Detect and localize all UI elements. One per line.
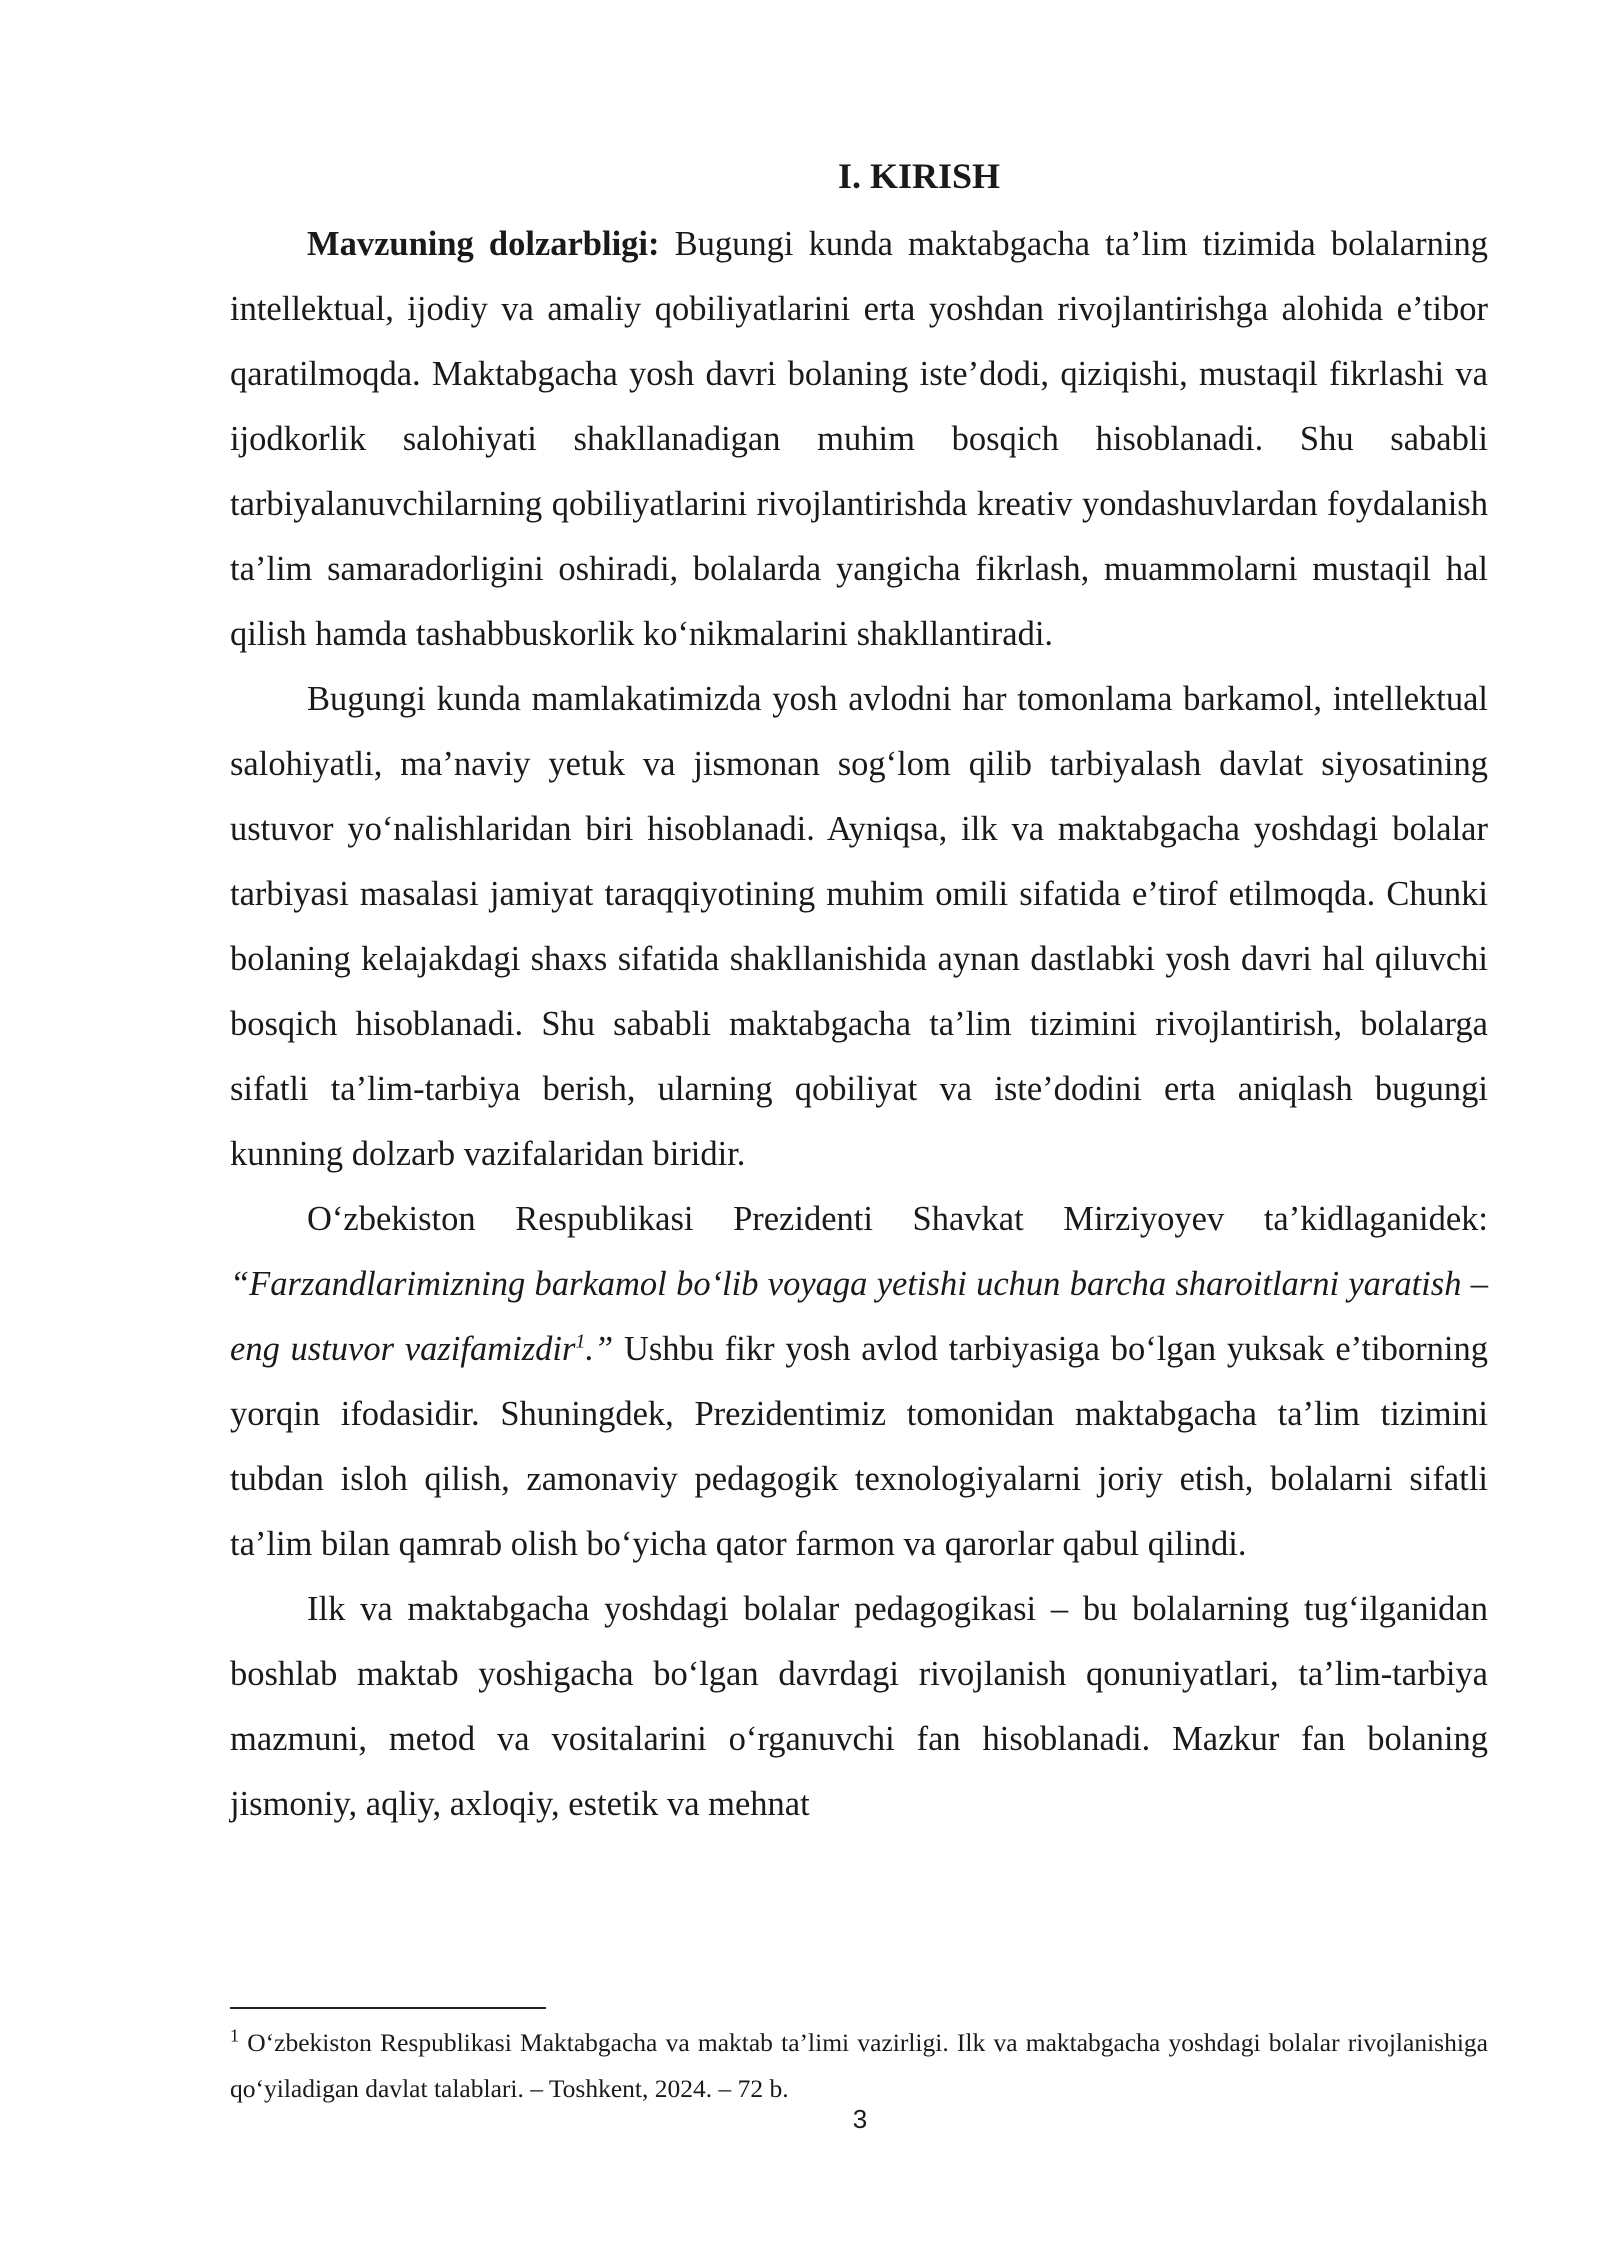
paragraph-pedagogy (230, 1577, 1488, 1837)
paragraph-text: Bugungi kunda maktabgacha ta’lim tizimida bolalarning intellektual, ijodiy va amaliy qobiliyatlarini erta yoshdan rivojlantirishga alohida e’tibor qaratilmoqda. Maktabgacha yosh davri bolaning iste’dodi, qiziqishi, mustaqil fikrlashi va ijodkorlik salohiyati shakllanadigan muhim bosqich hisoblanadi. Shu sababli tarbiyalanuvchilarning qobiliyatlarini rivojlantirishda kreativ yondashuvlardan foydalanish ta’lim samaradorligini oshiradi, bolalarda yangicha fikrlash, muammolarni mustaqil hal qilish hamda tashabbuskorlik ko‘nikmalarini shakllantiradi. (230, 225, 1488, 653)
paragraph-relevance (230, 212, 1488, 667)
paragraph-text: Ilk va maktabgacha yoshdagi bolalar pedagogikasi – bu bolalarning tug‘ilganidan boshlab maktab yoshigacha bo‘lgan davrdagi rivojlanish qonuniyatlari, ta’lim-tarbiya mazmuni, metod va vositalarini o‘rganuvchi fan hisoblanadi. Mazkur fan bolaning jismoniy, aqliy, axloqiy, estetik va mehnat (230, 1590, 1488, 1823)
quote-text: “Farzandlarimizning barkamol bo‘lib voyaga yetishi uchun barcha sharoitlarni yaratish – eng ustuvor vazifamizdir (230, 1265, 1488, 1368)
footnote-text: O‘zbekiston Respublikasi Maktabgacha va maktab ta’limi vazirligi. Ilk va maktabgacha yoshdagi bolalar rivojlanishiga qo‘yiladigan davlat talablari. – Toshkent, 2024. – 72 b. (230, 2028, 1488, 2103)
quote-intro: O‘zbekiston Respublikasi Prezidenti Shavkat Mirziyoyev ta’kidlaganidek: (307, 1200, 1488, 1238)
paragraph-text: Bugungi kunda mamlakatimizda yosh avlodni har tomonlama barkamol, intellektual salohiyatli, ma’naviy yetuk va jismonan sog‘lom qilib tarbiyalash davlat siyosatining ustuvor yo‘nalishlaridan biri hisoblanadi. Ayniqsa, ilk va maktabgacha yoshdagi bolalar tarbiyasi masalasi jamiyat taraqqiyotining muhim omili sifatida e’tirof etilmoqda. Chunki bolaning kelajakdagi shaxs sifatida shakllanishida aynan dastlabki yosh davri hal qiluvchi bosqich hisoblanadi. Shu sababli maktabgacha ta’lim tizimini rivojlantirish, bolalarga sifatli ta’lim-tarbiya berish, ularning qobiliyat va iste’dodini erta aniqlash bugungi kunning dolzarb vazifalaridan biridir. (230, 680, 1488, 1173)
paragraph-state-policy (230, 667, 1488, 1187)
footnote (230, 2020, 1488, 2112)
section-title: I. KIRISH (837, 156, 1001, 196)
relevance-heading: Mavzuning dolzarbligi: (307, 225, 660, 263)
footnote-marker: 1 (230, 2025, 239, 2046)
paragraph-president-quote (230, 1187, 1488, 1577)
paragraph-text: Ushbu fikr yosh avlod tarbiyasiga bo‘lgan yuksak e’tiborning yorqin ifodasidir. Shuningdek, Prezidentimiz tomonidan maktabgacha ta’lim tizimini tubdan isloh qilish, zamonaviy pedagogik texnologiyalarni joriy etish, bolalarni sifatli ta’lim bilan qamrab olish bo‘yicha qator farmon va qarorlar qabul qilindi. (230, 1330, 1488, 1563)
footnote-divider (230, 2007, 546, 2009)
quote-end: .” (585, 1330, 614, 1368)
body-text (230, 212, 1488, 1837)
footnote-reference[interactable]: 1 (575, 1330, 586, 1353)
page-number: 3 (852, 2104, 868, 2134)
